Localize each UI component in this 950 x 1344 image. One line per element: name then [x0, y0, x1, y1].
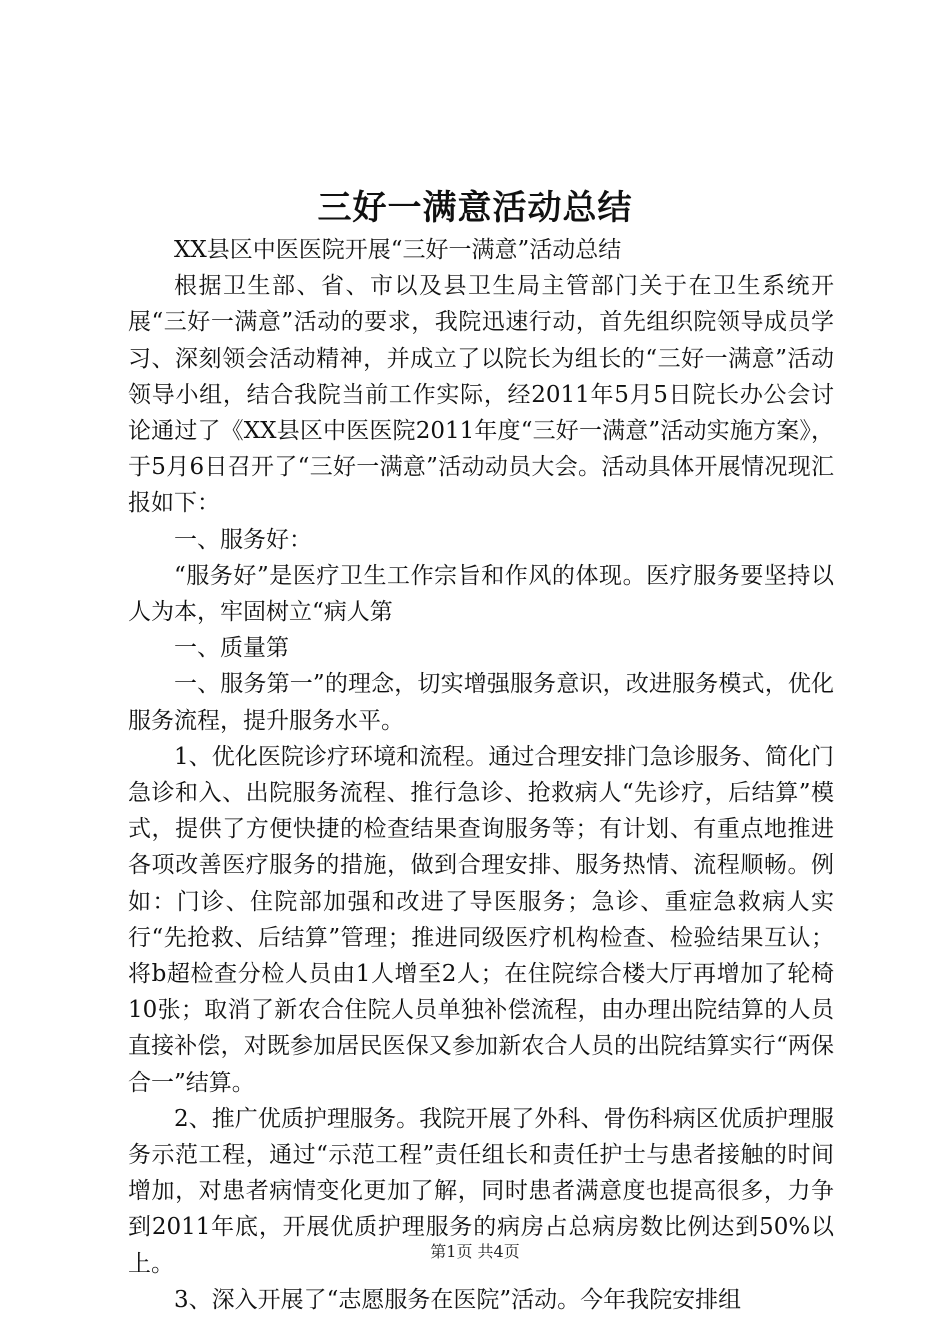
body-paragraph: “服务好”是医疗卫生工作宗旨和作风的体现。医疗服务要坚持以人为本，牢固树立“病人第 — [128, 562, 834, 626]
list-item-paragraph: 1、优化医院诊疗环境和流程。通过合理安排门急诊服务、简化门急诊和入、出院服务流程、推行急诊、抢救病人“先诊疗，后结算”模式，提供了方便快捷的检查结果查询服务等；有计划、有重点地推进各项改善医疗服务的措施，做到合理安排、服务热情、流程顺畅。例如：门诊、住院部加强和改进了导医服务；急诊、重症急救病人实行“先抢救、后结算”管理；推进同级医疗机构检查、检验结果互认；将b超检查分检人员由1人增至2人；在住院综合楼大厅再增加了轮椅10张；取消了新农合住院人员单独补偿流程，由办理出院结算的人员直接补偿，对既参加居民医保又参加新农合人员的出院结算实行“两保合一”结算。 — [128, 743, 834, 1096]
document-body — [128, 232, 834, 1318]
section-heading: 一、服务好： — [174, 526, 312, 553]
document-title: 三好一满意活动总结 — [317, 188, 633, 228]
body-paragraph: 一、服务第一”的理念，切实增强服务意识，改进服务模式，优化服务流程，提升服务水平。 — [128, 671, 834, 734]
subtitle-paragraph: XX县区中医医院开展“三好一满意”活动总结 — [174, 237, 622, 263]
page-number: 第1页 共4页 — [430, 1242, 520, 1261]
body-paragraph: 一、质量第 — [174, 635, 289, 662]
list-item-paragraph: 3、深入开展了“志愿服务在医院”活动。今年我院安排组 — [174, 1286, 742, 1313]
list-item-paragraph: 2、推广优质护理服务。我院开展了外科、骨伤科病区优质护理服务示范工程，通过“示范工程”责任组长和责任护士与患者接触的时间增加，对患者病情变化更加了解，同时患者满意度也提高很多，力争到2011年底，开展优质护理服务的病房占总病房数比例达到50%以上。 — [128, 1105, 834, 1277]
intro-paragraph: 根据卫生部、省、市以及县卫生局主管部门关于在卫生系统开展“三好一满意”活动的要求，我院迅速行动，首先组织院领导成员学习、深刻领会活动精神，并成立了以院长为组长的“三好一满意”活动领导小组，结合我院当前工作实际，经2011年5月5日院长办公会讨论通过了《XX县区中医医院2011年度“三好一满意”活动实施方案》，于5月6日召开了“三好一满意”活动动员大会。活动具体开展情况现汇报如下： — [128, 273, 834, 517]
